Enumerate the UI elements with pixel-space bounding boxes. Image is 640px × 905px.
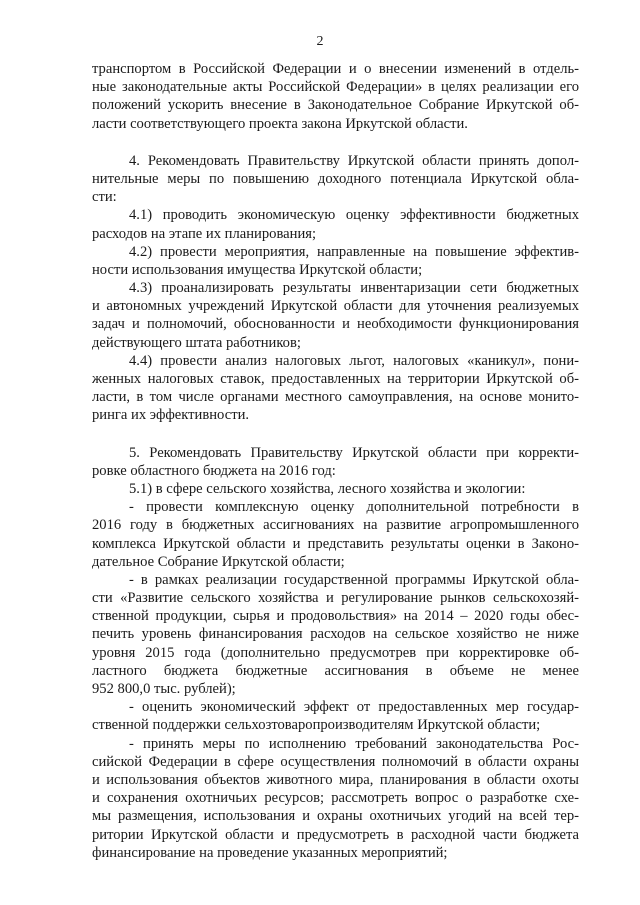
text-line: 4.4) провести анализ налоговых льгот, налоговых «каникул», пони- <box>129 352 579 369</box>
paragraph <box>92 279 579 352</box>
text-line: и сохранения охотничьих ресурсов; рассмотреть вопрос о разработке схе- <box>92 790 579 807</box>
text-line: ственной поддержки сельхозтоваропроизводителям Иркутской области; <box>92 717 541 734</box>
text-line: финансирование на проведение указанных мероприятий; <box>92 844 448 861</box>
text-line: - провести комплексную оценку дополнительной потребности в <box>129 499 579 516</box>
text-line: печить уровень финансирования расходов на сельское хозяйство не ниже <box>92 626 579 643</box>
text-line: ственной продукции, сырья и продовольствия» на 2014 – 2020 годы обес- <box>92 608 579 625</box>
paragraph <box>92 206 579 242</box>
text-line: положений ускорить внесение в Законодательное Собрание Иркутской об- <box>92 97 579 114</box>
text-line: 5. Рекомендовать Правительству Иркутской области при корректи- <box>129 444 579 461</box>
text-line: 4.1) проводить экономическую оценку эффективности бюджетных <box>129 207 579 224</box>
paragraph <box>92 571 579 698</box>
paragraph <box>92 152 579 207</box>
document-body <box>92 60 579 862</box>
paragraph-gap <box>92 425 579 444</box>
text-line: расходов на этапе их планирования; <box>92 225 317 242</box>
paragraph <box>92 352 579 425</box>
text-line: женных налоговых ставок, предоставленных на территории Иркутской об- <box>92 371 579 387</box>
text-line: действующего штата работников; <box>92 334 301 351</box>
text-line: - оценить экономический эффект от предоставленных мер государ- <box>129 699 579 716</box>
text-line: ные законодательные акты Российской Федерации» в целях реализации его <box>92 79 579 96</box>
text-line: и использования объектов животного мира, планирования в области охоты <box>92 771 579 788</box>
text-line: 952 800,0 тыс. рублей); <box>92 681 236 697</box>
paragraph <box>92 735 579 862</box>
paragraph <box>92 60 579 133</box>
text-line: сти «Развитие сельского хозяйства и регулирование рынков сельскохозяй- <box>92 590 579 607</box>
paragraph <box>92 480 579 498</box>
text-line: ности использования имущества Иркутской области; <box>92 261 423 278</box>
text-line: ласти, в том числе органами местного самоуправления, на основе монито- <box>92 389 579 406</box>
text-line: и автономных учреждений Иркутской области для уточнения реализуемых <box>92 298 579 315</box>
text-line: уровня 2015 года (дополнительно предусмотрев при корректировке об- <box>92 644 579 661</box>
text-line: задач и полномочий, обоснованности и необходимости функционирования <box>92 316 579 333</box>
text-line: комплекса Иркутской области и представить результаты оценки в Законо- <box>92 535 579 552</box>
text-line: 2016 году в бюджетных ассигнованиях на развитие агропромышленного <box>92 517 579 534</box>
text-line: транспортом в Российской Федерации и о внесении изменений в отдель- <box>92 61 579 77</box>
text-line: 5.1) в сфере сельского хозяйства, лесного хозяйства и экологии: <box>129 480 526 497</box>
paragraph <box>92 698 579 734</box>
text-line: нительные меры по повышению доходного потенциала Иркутской обла- <box>92 170 579 187</box>
text-line: ринга их эффективности. <box>92 407 250 424</box>
text-line: 4.3) проанализировать результаты инвентаризации сети бюджетных <box>129 280 579 297</box>
text-line: 4. Рекомендовать Правительству Иркутской области принять допол- <box>129 152 579 169</box>
text-line: - в рамках реализации государственной программы Иркутской обла- <box>129 571 579 588</box>
text-line: дательное Собрание Иркутской области; <box>92 553 345 570</box>
paragraph <box>92 498 579 571</box>
text-line: ластного бюджета бюджетные ассигнования в объеме не менее <box>92 662 579 679</box>
text-line: сийской Федерации в сфере осуществления полномочий в области охраны <box>92 753 579 770</box>
page-number: 2 <box>316 34 324 49</box>
text-line: мы размещения, использования и охраны охотничьих угодий на всей тер- <box>92 808 579 825</box>
text-line: сти: <box>92 189 117 206</box>
text-line: - принять меры по исполнению требований законодательства Рос- <box>129 735 579 752</box>
text-line: 4.2) провести мероприятия, направленные на повышение эффектив- <box>129 243 579 260</box>
paragraph <box>92 444 579 480</box>
text-line: ровке областного бюджета на 2016 год: <box>92 462 336 479</box>
paragraph <box>92 243 579 279</box>
paragraph-gap <box>92 133 579 152</box>
text-line: ритории Иркутской области и предусмотреть в расходной части бюджета <box>92 826 579 843</box>
text-line: ласти соответствующего проекта закона Иркутской области. <box>92 115 468 132</box>
